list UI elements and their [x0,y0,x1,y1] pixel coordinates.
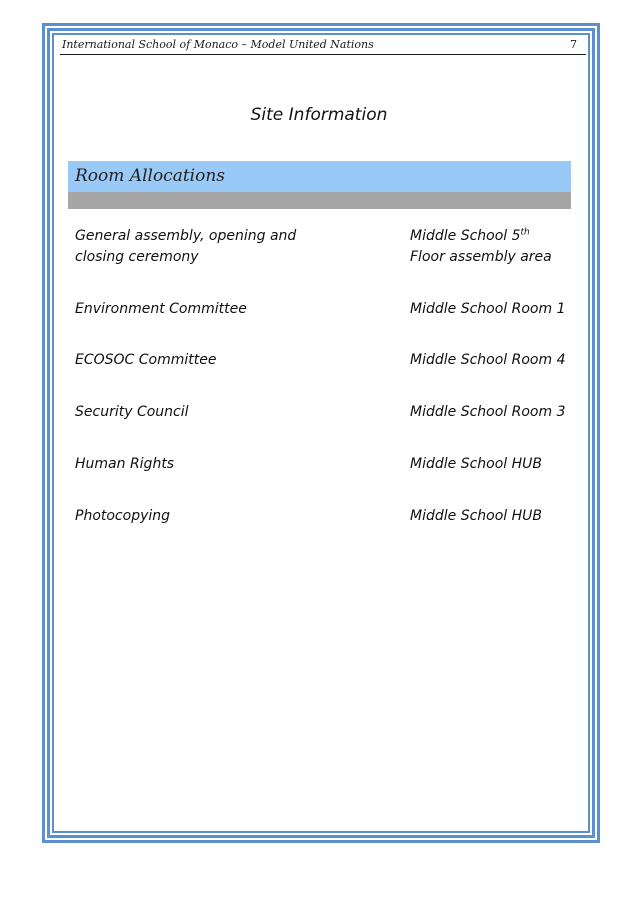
allocation-label [75,226,296,268]
section-heading-subband [68,192,571,209]
allocation-location: Middle School HUB [410,456,543,472]
allocation-label: Environment Committee [75,301,247,317]
allocation-location: Middle School HUB [410,508,543,524]
allocation-label-line: General assembly, opening and [75,228,297,244]
allocation-location-text: Middle School 5 [410,228,521,244]
header-rule [60,54,586,55]
allocation-label-line: closing ceremony [75,249,199,265]
section-heading: Room Allocations [75,166,226,186]
allocation-label: Human Rights [75,456,175,472]
allocation-location: Middle School Room 4 [410,352,566,368]
allocation-location-line: Floor assembly area [410,249,552,265]
page-border-inner [52,33,590,833]
allocation-label: ECOSOC Committee [75,352,217,368]
allocation-location-line [410,226,552,247]
allocation-location [410,226,552,268]
ordinal-suffix: th [520,227,530,238]
allocation-label: Photocopying [75,508,171,524]
page-number: 7 [570,38,577,51]
allocation-location: Middle School Room 1 [410,301,566,317]
running-header-title: International School of Monaco – Model United Nations [62,38,374,51]
allocation-location: Middle School Room 3 [410,404,566,420]
page-title: Site Information [250,105,388,125]
allocation-label: Security Council [75,404,189,420]
